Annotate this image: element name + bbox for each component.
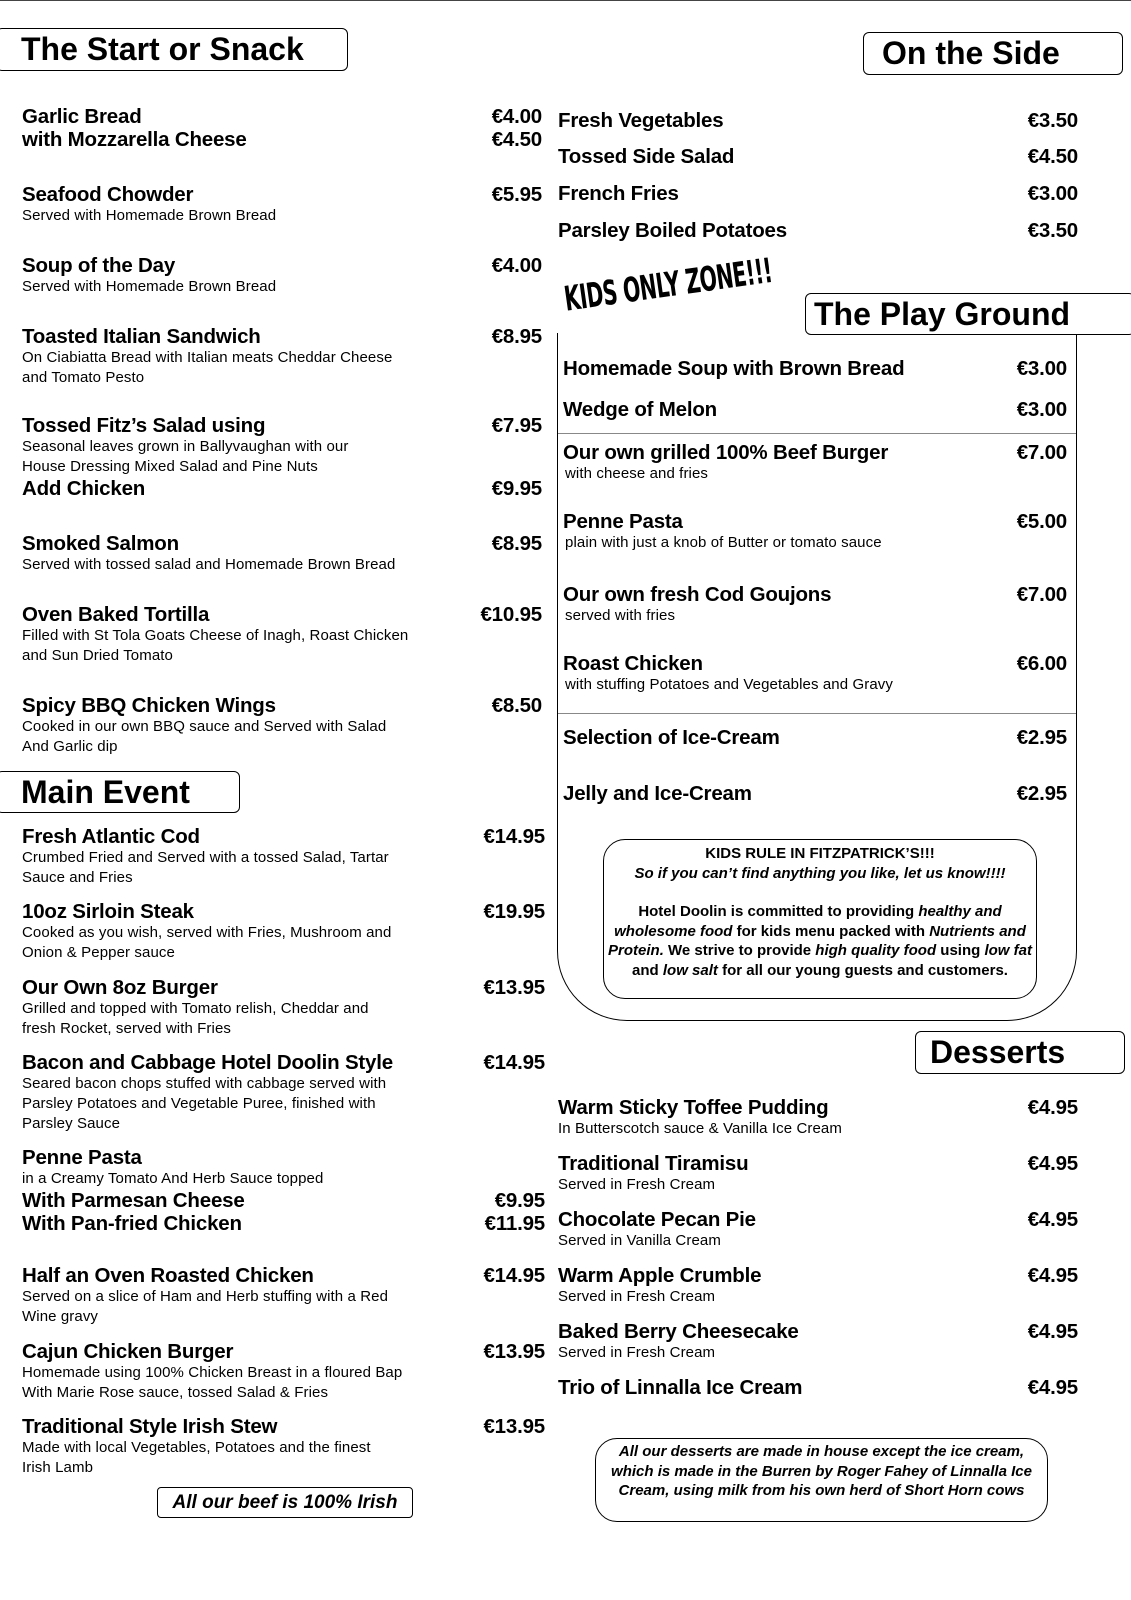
item-name-row <box>22 414 542 437</box>
item-name: French Fries <box>558 182 679 205</box>
item-price: €2.95 <box>1013 726 1067 749</box>
menu-item <box>558 1264 1078 1307</box>
item-description-row <box>558 1231 1078 1251</box>
menu-item <box>22 1264 545 1327</box>
item-name: Baked Berry Cheesecake <box>558 1320 799 1343</box>
item-name-row <box>22 1212 545 1235</box>
item-name-row <box>558 1208 1078 1231</box>
item-description-row <box>22 348 542 368</box>
item-description: fresh Rocket, served with Fries <box>22 1020 231 1037</box>
menu-item <box>22 325 542 388</box>
item-description: Onion & Pepper sauce <box>22 944 175 961</box>
kids-heading: The Play Ground <box>805 293 1131 335</box>
item-name: Traditional Tiramisu <box>558 1152 749 1175</box>
item-name-row <box>563 652 1067 675</box>
menu-item <box>563 782 1067 805</box>
item-name: Tossed Side Salad <box>558 145 735 168</box>
item-description-row <box>22 1458 545 1478</box>
item-description-row <box>22 717 542 737</box>
item-description: With Marie Rose sauce, tossed Salad & Fries <box>22 1384 329 1401</box>
item-price: €4.95 <box>1024 1376 1078 1399</box>
item-name-row <box>22 325 542 348</box>
item-description: Seasonal leaves grown in Ballyvaughan with our <box>22 438 349 455</box>
item-name-row <box>22 900 545 923</box>
text: and <box>632 961 663 979</box>
item-description: Homemade using 100% Chicken Breast in a floured Bap <box>22 1364 403 1381</box>
item-name-row <box>22 976 545 999</box>
item-description: Crumbed Fried and Served with a tossed Salad, Tartar <box>22 849 389 866</box>
menu-item <box>558 109 1078 132</box>
item-name: Roast Chicken <box>563 652 703 675</box>
item-description: On Ciabiatta Bread with Italian meats Cheddar Cheese <box>22 349 393 366</box>
item-price: €6.00 <box>1013 652 1067 675</box>
item-description: Parsley Potatoes and Vegetable Puree, finished with <box>22 1095 376 1112</box>
desserts-heading: Desserts <box>915 1031 1125 1074</box>
item-name: Cajun Chicken Burger <box>22 1340 234 1363</box>
item-name: Toasted Italian Sandwich <box>22 325 261 348</box>
item-description: Served in Fresh Cream <box>558 1176 716 1193</box>
mains-heading: Main Event <box>0 771 240 813</box>
menu-item <box>22 183 542 226</box>
item-name-row <box>22 1340 545 1363</box>
item-name-row <box>22 1146 545 1169</box>
item-description: Cooked in our own BBQ sauce and Served with Salad <box>22 718 387 735</box>
item-price: €7.00 <box>1013 583 1067 606</box>
sides-heading: On the Side <box>863 32 1123 75</box>
item-description-row <box>22 943 545 963</box>
desserts-footnote: All our desserts are made in house except the ice cream, which is made in the Burren by Roger Fahey of Linnalla Ice Cream, using milk from his own herd of Short Horn cows <box>595 1438 1048 1522</box>
item-description-row <box>22 1074 545 1094</box>
menu-item <box>558 1320 1078 1363</box>
menu-item <box>22 1146 545 1235</box>
item-description-row <box>558 1119 1078 1139</box>
text: high quality food <box>815 942 937 959</box>
item-price: €4.95 <box>1024 1320 1078 1343</box>
item-price: €4.95 <box>1024 1208 1078 1231</box>
menu-item <box>22 603 542 666</box>
item-price: €4.00 <box>488 105 542 128</box>
divider <box>558 713 1076 714</box>
item-price: €4.95 <box>1024 1096 1078 1119</box>
item-description-row <box>558 1287 1078 1307</box>
item-name: Spicy BBQ Chicken Wings <box>22 694 276 717</box>
item-name: Bacon and Cabbage Hotel Doolin Style <box>22 1051 393 1074</box>
item-description-row <box>22 1094 545 1114</box>
item-price: €13.95 <box>479 976 545 999</box>
item-description: Made with local Vegetables, Potatoes and the finest <box>22 1439 371 1456</box>
item-price: €4.95 <box>1024 1152 1078 1175</box>
item-price: €4.50 <box>488 128 542 151</box>
menu-item <box>558 1208 1078 1251</box>
item-price: €5.95 <box>488 183 542 206</box>
item-name: Warm Sticky Toffee Pudding <box>558 1096 829 1119</box>
text: low salt <box>662 961 718 979</box>
item-price: €8.95 <box>488 325 542 348</box>
item-name: Smoked Salmon <box>22 532 179 555</box>
menu-item <box>22 825 545 888</box>
item-price: €14.95 <box>479 1264 545 1287</box>
item-description: and Tomato Pesto <box>22 369 145 386</box>
item-name: With Parmesan Cheese <box>22 1189 245 1212</box>
starters-heading: The Start or Snack <box>0 28 348 71</box>
menu-item <box>22 532 542 575</box>
item-price: €11.95 <box>481 1212 545 1235</box>
item-name-row <box>22 1264 545 1287</box>
menu-item <box>558 1152 1078 1195</box>
beef-footnote: All our beef is 100% Irish <box>157 1487 413 1518</box>
item-description-row <box>22 1169 545 1189</box>
item-description: plain with just a knob of Butter or tomato sauce <box>565 534 882 551</box>
item-price: €13.95 <box>479 1415 545 1438</box>
item-price: €2.95 <box>1013 782 1067 805</box>
text: low fat <box>984 942 1032 959</box>
item-description: Served in Fresh Cream <box>558 1288 716 1305</box>
item-description-row <box>22 1363 545 1383</box>
item-name-row <box>22 694 542 717</box>
item-name: with Mozzarella Cheese <box>22 128 247 151</box>
item-price: €5.00 <box>1013 510 1067 533</box>
item-name-row <box>558 1376 1078 1399</box>
item-price: €8.50 <box>488 694 542 717</box>
item-name: Penne Pasta <box>22 1146 142 1169</box>
item-name-row <box>22 603 542 626</box>
item-name-row <box>558 1320 1078 1343</box>
item-name: Our own fresh Cod Goujons <box>563 583 832 606</box>
item-description: and Sun Dried Tomato <box>22 647 173 664</box>
item-description: Served in Vanilla Cream <box>558 1232 721 1249</box>
item-description-row <box>22 1019 545 1039</box>
item-name-row <box>22 1051 545 1074</box>
menu-item <box>22 105 542 151</box>
item-description-row <box>563 606 1067 626</box>
item-description-row <box>558 1175 1078 1195</box>
item-description: served with fries <box>565 607 676 624</box>
menu-item <box>22 1415 545 1478</box>
menu-item <box>22 254 542 297</box>
item-description-row <box>558 1343 1078 1363</box>
text: for all our young guests and customers. <box>717 961 1008 979</box>
item-description: Served on a slice of Ham and Herb stuffing with a Red <box>22 1288 389 1305</box>
item-name: Oven Baked Tortilla <box>22 603 210 626</box>
item-description-row <box>22 848 545 868</box>
menu-item <box>558 1376 1078 1399</box>
menu-item <box>563 510 1067 553</box>
item-name-row <box>558 1152 1078 1175</box>
item-description: Irish Lamb <box>22 1459 94 1476</box>
item-description-row <box>22 277 542 297</box>
item-price: €3.50 <box>1024 109 1078 132</box>
item-price: €13.95 <box>479 1340 545 1363</box>
item-name-row <box>22 1189 545 1212</box>
kids-note <box>603 839 1037 999</box>
menu-item <box>563 726 1067 749</box>
item-description-row <box>563 464 1067 484</box>
item-price: €10.95 <box>476 603 542 626</box>
text: using <box>936 942 985 959</box>
item-description-row <box>22 737 542 757</box>
item-name-row <box>22 128 542 151</box>
item-name: With Pan-fried Chicken <box>22 1212 242 1235</box>
item-description-row <box>22 626 542 646</box>
item-description-row <box>22 1383 545 1403</box>
menu-item <box>563 398 1067 421</box>
item-name: Chocolate Pecan Pie <box>558 1208 756 1231</box>
menu-item <box>558 1096 1078 1139</box>
item-description-row <box>22 923 545 943</box>
menu-item <box>558 219 1078 242</box>
menu-item <box>558 145 1078 168</box>
text: healthy and wholesome food <box>614 903 1002 940</box>
item-description-row <box>563 533 1067 553</box>
item-name-row <box>563 510 1067 533</box>
item-name-row <box>22 532 542 555</box>
item-description: Sauce and Fries <box>22 869 133 886</box>
menu-item <box>22 1051 545 1134</box>
item-price: €4.50 <box>1024 145 1078 168</box>
item-name-row <box>563 726 1067 749</box>
item-description-row <box>563 675 1067 695</box>
item-name: Tossed Fitz’s Salad using <box>22 414 266 437</box>
item-description: Served with Homemade Brown Bread <box>22 278 277 295</box>
item-description: with stuffing Potatoes and Vegetables and Gravy <box>565 676 893 693</box>
menu-item <box>22 1340 545 1403</box>
item-name: Seafood Chowder <box>22 183 194 206</box>
menu-item <box>563 357 1067 380</box>
item-price: €8.95 <box>488 532 542 555</box>
item-name: Our Own 8oz Burger <box>22 976 218 999</box>
item-price: €4.95 <box>1024 1264 1078 1287</box>
item-name: Selection of Ice-Cream <box>563 726 780 749</box>
item-name: Traditional Style Irish Stew <box>22 1415 278 1438</box>
item-name-row <box>22 183 542 206</box>
item-description: in a Creamy Tomato And Herb Sauce topped <box>22 1170 324 1187</box>
item-description-row <box>22 999 545 1019</box>
text: for kids menu packed with <box>732 922 930 940</box>
item-name: Wedge of Melon <box>563 398 717 421</box>
item-description: Parsley Sauce <box>22 1115 121 1132</box>
item-description: Seared bacon chops stuffed with cabbage served with <box>22 1075 387 1092</box>
item-name: Warm Apple Crumble <box>558 1264 762 1287</box>
item-description-row <box>22 457 542 477</box>
item-name: Parsley Boiled Potatoes <box>558 219 787 242</box>
item-name: Add Chicken <box>22 477 146 500</box>
item-description-row <box>22 868 545 888</box>
menu-item <box>22 414 542 500</box>
item-price: €14.95 <box>479 825 545 848</box>
menu-item <box>563 583 1067 626</box>
item-name-row <box>558 145 1078 168</box>
menu-item <box>563 652 1067 695</box>
text: We strive to provide <box>663 942 816 959</box>
menu-item <box>22 900 545 963</box>
kids-zone-label: KIDS ONLY ZONE!!! <box>561 250 775 320</box>
item-price: €3.50 <box>1024 219 1078 242</box>
item-name-row <box>22 1415 545 1438</box>
item-price: €14.95 <box>479 1051 545 1074</box>
item-name: Trio of Linnalla Ice Cream <box>558 1376 803 1399</box>
menu-item <box>22 694 542 757</box>
item-name: 10oz Sirloin Steak <box>22 900 194 923</box>
kids-note-subtitle: So if you can’t find anything you like, let us know!!!! <box>634 864 1006 882</box>
item-name-row <box>558 1096 1078 1119</box>
item-name-row <box>563 583 1067 606</box>
item-name-row <box>558 109 1078 132</box>
item-name-row <box>563 357 1067 380</box>
item-name: Soup of the Day <box>22 254 176 277</box>
item-description: Served in Fresh Cream <box>558 1344 716 1361</box>
item-description-row <box>22 1438 545 1458</box>
item-name: Fresh Atlantic Cod <box>22 825 200 848</box>
text: Nutrients and Protein. <box>608 922 1026 959</box>
item-price: €19.95 <box>479 900 545 923</box>
kids-note-title: KIDS RULE IN FITZPATRICK’S!!! <box>705 845 935 862</box>
item-price: €4.00 <box>488 254 542 277</box>
item-name-row <box>22 477 542 500</box>
item-description: Grilled and topped with Tomato relish, Cheddar and <box>22 1000 369 1017</box>
item-name: Homemade Soup with Brown Bread <box>563 357 905 380</box>
item-description: Filled with St Tola Goats Cheese of Inagh, Roast Chicken <box>22 627 409 644</box>
item-description: Wine gravy <box>22 1308 99 1325</box>
item-name-row <box>558 182 1078 205</box>
item-name-row <box>558 1264 1078 1287</box>
item-description: Served with tossed salad and Homemade Brown Bread <box>22 556 396 573</box>
item-description-row <box>22 1307 545 1327</box>
menu-item <box>558 182 1078 205</box>
item-description: House Dressing Mixed Salad and Pine Nuts <box>22 458 318 475</box>
item-name-row <box>563 398 1067 421</box>
item-name-row <box>22 254 542 277</box>
item-price: €3.00 <box>1024 182 1078 205</box>
item-price: €3.00 <box>1013 357 1067 380</box>
item-price: €9.95 <box>491 1189 545 1212</box>
item-description-row <box>22 368 542 388</box>
menu-item <box>563 441 1067 484</box>
item-name: Fresh Vegetables <box>558 109 724 132</box>
item-name-row <box>22 825 545 848</box>
item-description-row <box>22 1287 545 1307</box>
item-price: €9.95 <box>488 477 542 500</box>
divider <box>558 433 1076 434</box>
item-description: Cooked as you wish, served with Fries, Mushroom and <box>22 924 392 941</box>
item-name: Our own grilled 100% Beef Burger <box>563 441 889 464</box>
kids-note-body <box>604 902 1036 980</box>
item-price: €7.95 <box>488 414 542 437</box>
item-price: €7.00 <box>1013 441 1067 464</box>
menu-item <box>22 976 545 1039</box>
item-name-row <box>563 782 1067 805</box>
item-description-row <box>22 1114 545 1134</box>
item-name-row <box>558 219 1078 242</box>
item-description: with cheese and fries <box>565 465 709 482</box>
item-name: Jelly and Ice-Cream <box>563 782 752 805</box>
item-name: Penne Pasta <box>563 510 683 533</box>
item-name-row <box>22 105 542 128</box>
item-description-row <box>22 206 542 226</box>
item-name: Half an Oven Roasted Chicken <box>22 1264 314 1287</box>
item-description-row <box>22 437 542 457</box>
item-description: In Butterscotch sauce & Vanilla Ice Cream <box>558 1120 842 1137</box>
item-price: €3.00 <box>1013 398 1067 421</box>
item-description-row <box>22 555 542 575</box>
item-description-row <box>22 646 542 666</box>
item-name: Garlic Bread <box>22 105 142 128</box>
item-name-row <box>563 441 1067 464</box>
item-description: And Garlic dip <box>22 738 118 755</box>
item-description: Served with Homemade Brown Bread <box>22 207 277 224</box>
text: Hotel Doolin is committed to providing <box>638 903 919 920</box>
